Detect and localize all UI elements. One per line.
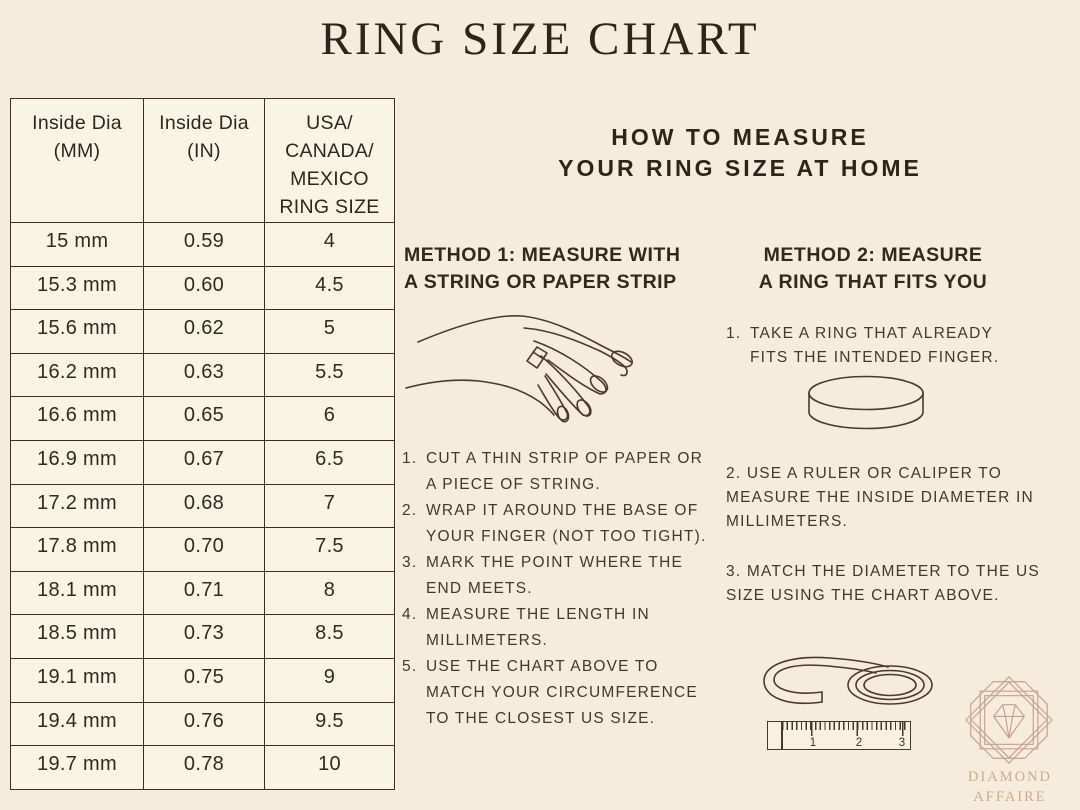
- method-step: 4. MEASURE THE LENGTH IN MILLIMETERS.: [402, 606, 650, 649]
- method1-title-line1: METHOD 1: MEASURE WITH: [404, 244, 681, 266]
- method2-title: [745, 242, 1001, 296]
- brand-name-line1: DIAMOND: [967, 769, 1053, 785]
- table-row: [11, 702, 395, 746]
- table-cell: 4: [265, 223, 395, 267]
- size-table-wrap: [10, 98, 395, 790]
- table-cell: 7.5: [265, 528, 395, 572]
- table-row: [11, 615, 395, 659]
- method-step: 3. MARK THE POINT WHERE THE END MEETS.: [402, 554, 684, 597]
- table-row: [11, 440, 395, 484]
- table-cell: 0.62: [144, 310, 265, 354]
- table-cell: 19.4 mm: [11, 702, 144, 746]
- table-row: [11, 528, 395, 572]
- method1-title: [404, 242, 704, 296]
- method2-steps-23: [726, 462, 1048, 634]
- table-cell: 0.70: [144, 528, 265, 572]
- table-cell: 6.5: [265, 440, 395, 484]
- how-to-heading: [460, 122, 1020, 184]
- table-cell: 0.73: [144, 615, 265, 659]
- size-table-body: [11, 223, 395, 790]
- method-step: 2. USE A RULER OR CALIPER TO MEASURE THE INSIDE DIAMETER IN MILLIMETERS.: [726, 465, 1034, 530]
- size-table-head: [11, 99, 395, 223]
- table-cell: 15.3 mm: [11, 266, 144, 310]
- column-header: Inside Dia (MM): [11, 99, 144, 223]
- table-row: [11, 310, 395, 354]
- method2-title-line2: A RING THAT FITS YOU: [758, 271, 988, 293]
- method-step: 3. MATCH THE DIAMETER TO THE US SIZE USING THE CHART ABOVE.: [726, 563, 1040, 604]
- table-cell: 0.67: [144, 440, 265, 484]
- table-cell: 6: [265, 397, 395, 441]
- table-cell: 17.8 mm: [11, 528, 144, 572]
- table-cell: 8.5: [265, 615, 395, 659]
- diamond-affaire-emblem-icon: [964, 675, 1054, 765]
- hand-with-ring-illustration: [398, 296, 698, 451]
- table-row: [11, 571, 395, 615]
- method-step: 5. USE THE CHART ABOVE TO MATCH YOUR CIRCUMFERENCE TO THE CLOSEST US SIZE.: [402, 658, 698, 727]
- table-cell: 5.5: [265, 353, 395, 397]
- table-cell: 7: [265, 484, 395, 528]
- ruler-label-2: 2: [855, 737, 863, 749]
- method-step: 1. CUT A THIN STRIP OF PAPER OR A PIECE OF STRING.: [402, 450, 704, 493]
- table-cell: 15 mm: [11, 223, 144, 267]
- method-step: 2. WRAP IT AROUND THE BASE OF YOUR FINGER (NOT TOO TIGHT).: [402, 502, 707, 545]
- table-cell: 16.6 mm: [11, 397, 144, 441]
- page-title: RING SIZE CHART: [320, 13, 760, 65]
- table-cell: 0.75: [144, 658, 265, 702]
- ring-size-table: [10, 98, 395, 790]
- table-row: [11, 397, 395, 441]
- ruler-label-1: 1: [809, 737, 817, 749]
- table-cell: 0.65: [144, 397, 265, 441]
- ring-band-illustration: [804, 373, 928, 435]
- method2-step1-wrap: [726, 322, 1028, 370]
- header-row: [11, 99, 395, 223]
- table-cell: 19.1 mm: [11, 658, 144, 702]
- how-to-heading-line2: YOUR RING SIZE AT HOME: [558, 155, 922, 181]
- column-header: Inside Dia (IN): [144, 99, 265, 223]
- table-cell: 18.1 mm: [11, 571, 144, 615]
- method1-steps: [402, 446, 708, 732]
- table-cell: 9: [265, 658, 395, 702]
- table-cell: 8: [265, 571, 395, 615]
- coiled-paper-strip-illustration: [762, 655, 934, 719]
- table-row: [11, 658, 395, 702]
- brand-name-line2: AFFAIRE: [973, 789, 1047, 805]
- table-cell: 16.9 mm: [11, 440, 144, 484]
- ruler-major-ticks: [782, 722, 909, 736]
- table-cell: 0.78: [144, 746, 265, 790]
- ruler-illustration: [767, 721, 911, 750]
- brand-name: [938, 767, 1080, 807]
- column-header: USA/ CANADA/ MEXICO RING SIZE: [265, 99, 395, 223]
- table-row: [11, 266, 395, 310]
- method2-title-line1: METHOD 2: MEASURE: [763, 244, 983, 266]
- table-cell: 19.7 mm: [11, 746, 144, 790]
- table-cell: 0.60: [144, 266, 265, 310]
- ruler-label-3: 3: [898, 737, 906, 749]
- table-cell: 5: [265, 310, 395, 354]
- method1-title-line2: A STRING OR PAPER STRIP: [404, 271, 677, 293]
- table-cell: 4.5: [265, 266, 395, 310]
- table-row: [11, 353, 395, 397]
- table-cell: 0.71: [144, 571, 265, 615]
- table-cell: 10: [265, 746, 395, 790]
- table-cell: 0.68: [144, 484, 265, 528]
- table-row: [11, 223, 395, 267]
- table-row: [11, 484, 395, 528]
- table-cell: 9.5: [265, 702, 395, 746]
- table-cell: 18.5 mm: [11, 615, 144, 659]
- table-cell: 17.2 mm: [11, 484, 144, 528]
- table-cell: 0.76: [144, 702, 265, 746]
- table-cell: 16.2 mm: [11, 353, 144, 397]
- table-cell: 15.6 mm: [11, 310, 144, 354]
- how-to-heading-line1: HOW TO MEASURE: [611, 124, 869, 150]
- method-step: 1. TAKE A RING THAT ALREADY FITS THE INTENDED FINGER.: [726, 325, 1000, 366]
- table-row: [11, 746, 395, 790]
- table-cell: 0.59: [144, 223, 265, 267]
- table-cell: 0.63: [144, 353, 265, 397]
